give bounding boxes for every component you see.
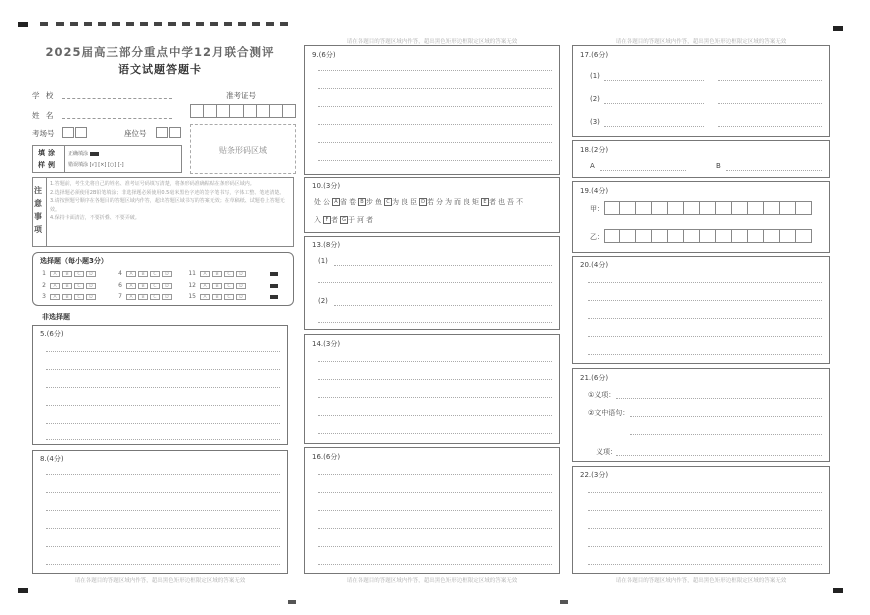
q8-label: 8.(4分) [40, 455, 64, 463]
notice-list [50, 180, 290, 223]
name-label: 姓 名 [32, 111, 56, 120]
q21-sub2-label: ②文中语句： [588, 409, 630, 417]
q20-label: 20.(4分) [580, 261, 609, 269]
choice-title: 选择题（每小题3分） [40, 257, 108, 265]
answer-card-title: 语文试题答题卡 [118, 63, 202, 76]
notice-item: 2.选择题必须使用2B铅笔填涂；非选择题必须使用0.5毫米黑色字迹的签字笔书写，字体工整、笔迹清楚。 [50, 189, 285, 196]
q18-label: 18.(2分) [580, 146, 609, 154]
q13-sub2-label: (2) [318, 297, 328, 305]
q9-answer-area[interactable] [304, 45, 560, 175]
q19-yi-label: 乙： [590, 233, 604, 241]
q10-cloze-line-1[interactable]: 处公 A 省卷 B 步鱼 C 为良臣 D 若分为而良矩 E 者也吾不 [314, 198, 525, 206]
school-label: 学 校 [32, 91, 56, 100]
choice-row-q15[interactable]: 15 A B C D [186, 293, 246, 300]
q13-answer-area[interactable] [304, 236, 560, 330]
non-choice-title: 非选择题 [42, 313, 70, 321]
notice-item: 1.答题前，考生先将自己的姓名、准考证号码填写清楚，将条形码准确粘贴在条形码区域内。 [50, 181, 255, 187]
q20-answer-area[interactable] [572, 256, 830, 364]
wrong-fill-label: 错误填涂 [68, 162, 89, 168]
q21-label: 21.(6分) [580, 374, 609, 382]
corner-mark-top-right [833, 26, 843, 31]
exam-title: 2025届高三部分重点中学12月联合测评 [45, 45, 275, 59]
correct-fill-label: 正确填涂 [68, 151, 89, 157]
q17-sub1-label: (1) [590, 72, 600, 80]
q17-sub3-label: (3) [590, 118, 600, 126]
column3-header-note: 请在各题目的答题区域内作答，超出黑色矩形边框限定区域的答案无效 [615, 39, 787, 45]
wrong-fill-marks: [√] [×] [○] [-] [89, 162, 124, 168]
q17-label: 17.(6分) [580, 51, 609, 59]
q22-label: 22.(3分) [580, 471, 609, 479]
q16-label: 16.(6分) [312, 453, 341, 461]
notice-item: 3.请按照题号顺序在各题目的答题区域内作答，超出答题区域书写的答案无效；在草稿纸、试题卷上答题无效。 [50, 198, 285, 213]
q8-answer-area[interactable] [32, 450, 288, 574]
q18-b-label: B [716, 162, 721, 170]
choice-row-q2[interactable]: 2 A B C D [36, 282, 96, 289]
seat-label: 座位号 [124, 129, 147, 138]
notice-item: 4.保持卡面清洁，不要折叠、不要弄破。 [50, 215, 140, 221]
q18-a-label: A [590, 162, 595, 170]
choice-row-q7[interactable]: 7 A B C D [112, 293, 172, 300]
q10-cloze-line-2[interactable]: 入 F 者 G 于河者 [314, 216, 375, 224]
q13-sub1-label: (1) [318, 257, 328, 265]
choice-row-q12[interactable]: 12 A B C D [186, 282, 246, 289]
wrong-fill-row [68, 161, 124, 168]
q22-answer-area[interactable] [572, 466, 830, 574]
q21-sub3-label: 义项： [596, 448, 617, 456]
exam-room-box-1[interactable] [62, 127, 74, 138]
q14-answer-area[interactable] [304, 334, 560, 444]
correct-fill-row [68, 150, 99, 157]
choice-row-q3[interactable]: 3 A B C D [36, 293, 96, 300]
choice-row-q1[interactable]: 1 A B C D [36, 270, 96, 277]
q10-label: 10.(3分) [312, 182, 341, 190]
exam-room-box-2[interactable] [75, 127, 87, 138]
seat-box-1[interactable] [156, 127, 168, 138]
school-field[interactable] [62, 98, 172, 99]
q19-jia-label: 甲： [590, 205, 604, 213]
ticket-number-label: 准考证号 [226, 91, 256, 100]
name-field[interactable] [62, 118, 172, 119]
corner-mark-top-left [18, 22, 28, 27]
column2-footer-note: 请在各题目的答题区域内作答，超出黑色矩形边框限定区域的答案无效 [346, 578, 518, 584]
notice-label: 注意事项 [34, 186, 42, 234]
q17-sub2-label: (2) [590, 95, 600, 103]
q9-label: 9.(6分) [312, 51, 336, 59]
q5-answer-area[interactable] [32, 325, 288, 445]
q14-label: 14.(3分) [312, 340, 341, 348]
q17-answer-area[interactable] [572, 45, 830, 137]
exam-room-label: 考场号 [32, 129, 55, 138]
column1-footer-note: 请在各题目的答题区域内作答，超出黑色矩形边框限定区域的答案无效 [74, 578, 246, 584]
corner-mark-bottom-right [833, 588, 843, 593]
q21-sub1-label: ①义项： [588, 391, 616, 399]
q19-jia-grid[interactable] [604, 201, 812, 215]
ticket-number-boxes[interactable] [190, 104, 296, 118]
q19-label: 19.(4分) [580, 187, 609, 195]
column2-header-note: 请在各题目的答题区域内作答，超出黑色矩形边框限定区域的答案无效 [346, 39, 518, 45]
choice-row-q6[interactable]: 6 A B C D [112, 282, 172, 289]
seat-box-2[interactable] [169, 127, 181, 138]
q13-label: 13.(8分) [312, 241, 341, 249]
q19-yi-grid[interactable] [604, 229, 812, 243]
q18-answer-area[interactable] [572, 140, 830, 178]
correct-fill-mark [90, 152, 99, 156]
choice-row-q11[interactable]: 11 A B C D [186, 270, 246, 277]
fill-sample-label-top: 填涂 [38, 149, 58, 157]
q5-label: 5.(6分) [40, 330, 64, 338]
fill-sample-label-bottom: 样例 [38, 161, 58, 169]
column3-footer-note: 请在各题目的答题区域内作答，超出黑色矩形边框限定区域的答案无效 [615, 578, 787, 584]
barcode-area-label: 贴条形码区域 [219, 146, 267, 155]
corner-mark-bottom-left [18, 588, 28, 593]
choice-row-q4[interactable]: 4 A B C D [112, 270, 172, 277]
